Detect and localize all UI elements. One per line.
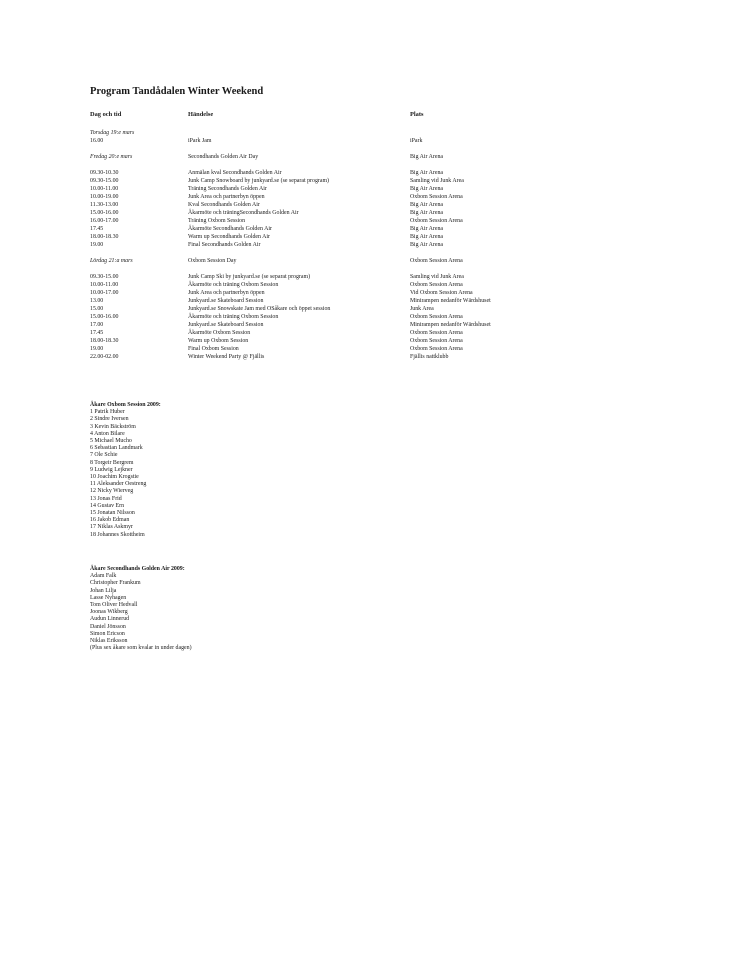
schedule-place: Fjällis nattklubb	[410, 354, 449, 360]
schedule-time: 16.00	[90, 138, 104, 144]
schedule-row	[90, 289, 650, 297]
schedule-place: Oxbom Session Arena	[410, 330, 463, 336]
oxbom-rider: 17 Niklas Askmyr	[90, 524, 133, 531]
oxbom-riders-list	[90, 409, 161, 539]
schedule-place: Big Air Arena	[410, 170, 444, 176]
day-header-row	[90, 153, 650, 161]
schedule-time: 15.00	[90, 306, 104, 312]
golden-air-riders-list	[90, 573, 192, 652]
oxbom-rider: 15 Jonatan Nilsson	[90, 510, 135, 517]
schedule-row	[90, 297, 650, 305]
schedule-event: Junkyard.se Skateboard Session	[188, 322, 264, 328]
schedule-place: Vid Oxbom Session Arena	[410, 290, 473, 296]
oxbom-rider: 5 Michael Mucho	[90, 438, 132, 445]
schedule-event: Träning Secondhands Golden Air	[188, 186, 267, 192]
day-header-row	[90, 129, 650, 137]
schedule-place: Minirampen nedanför Wärdshuset	[410, 298, 491, 304]
header-event: Händelse	[188, 111, 214, 118]
schedule-row	[90, 169, 650, 177]
schedule-event: Åkarmöte och träning Oxbom Session	[188, 282, 279, 288]
day-place: Oxbom Session Arena	[410, 258, 463, 264]
golden-air-rider: Adam Falk	[90, 573, 117, 580]
golden-air-rider: Johan Lilja	[90, 587, 117, 594]
schedule-time: 15.00-16.00	[90, 210, 119, 216]
schedule-event: Träning Oxbom Session	[188, 218, 246, 224]
golden-air-riders-section	[90, 566, 192, 652]
schedule-place: Big Air Arena	[410, 210, 444, 216]
schedule-place: Oxbom Session Arena	[410, 338, 463, 344]
schedule-table	[90, 129, 650, 361]
schedule-row	[90, 233, 650, 241]
schedule-event: Åkarmöte och träning Oxbom Session	[188, 314, 279, 320]
golden-air-rider: Audun Linnerud	[90, 616, 130, 623]
schedule-time: 09.30-15.00	[90, 274, 119, 280]
schedule-place: Junk Area	[410, 306, 434, 312]
schedule-time: 17.00	[90, 322, 104, 328]
schedule-place: Oxbom Session Arena	[410, 282, 463, 288]
oxbom-rider: 6 Sebastian Landmark	[90, 445, 143, 452]
schedule-event: Warm up Secondhands Golden Air	[188, 234, 270, 240]
schedule-row	[90, 209, 650, 217]
schedule-event: Junkyard.se Skateboard Session	[188, 298, 264, 304]
oxbom-riders-title: Åkare Oxbom Session 2009:	[90, 402, 161, 408]
schedule-event: Åkarmöte Oxbom Session	[188, 330, 251, 336]
schedule-row	[90, 281, 650, 289]
golden-air-rider: Daniel Jönsson	[90, 623, 126, 630]
day-label: Torsdag 19:e mars	[90, 130, 135, 136]
schedule-event: Junk Camp Ski by junkyard.se (se separat program)	[188, 274, 311, 280]
oxbom-rider: 10 Joachim Krogstie	[90, 474, 139, 481]
day-event	[188, 129, 410, 137]
schedule-time: 10.00-11.00	[90, 186, 119, 192]
schedule-row	[90, 177, 650, 185]
schedule-place: Samling vid Junk Area	[410, 274, 464, 280]
schedule-row	[90, 225, 650, 233]
schedule-event: Kval Secondhands Golden Air	[188, 202, 260, 208]
schedule-time: 11.30-13.00	[90, 202, 119, 208]
schedule-time: 09.30-10.30	[90, 170, 119, 176]
day-place	[410, 129, 650, 137]
schedule-event: Anmälan kval Secondhands Golden Air	[188, 170, 282, 176]
schedule-time: 22.00-02.00	[90, 354, 119, 360]
day-label: Lördag 21:a mars	[90, 258, 133, 264]
oxbom-rider: 12 Nicky Wierveg	[90, 488, 134, 495]
header-day-time: Dag och tid	[90, 111, 122, 118]
schedule-event: Junk Camp Snowboard by junkyard.se (se separat program)	[188, 178, 330, 184]
schedule-time: 09.30-15.00	[90, 178, 119, 184]
schedule-place: Big Air Arena	[410, 202, 444, 208]
golden-air-rider: (Plus sex åkare som kvalar in under dagen)	[90, 645, 192, 652]
oxbom-rider: 3 Kevin Bäckström	[90, 423, 136, 430]
day-event: Secondhands Golden Air Day	[188, 154, 259, 160]
golden-air-riders-title: Åkare Secondhands Golden Air 2009:	[90, 566, 185, 572]
schedule-time: 17.45	[90, 330, 104, 336]
schedule-row	[90, 329, 650, 337]
schedule-event: Åkarmöte Secondhands Golden Air	[188, 226, 272, 232]
schedule-place: Oxbom Session Arena	[410, 314, 463, 320]
schedule-time: 15.00-16.00	[90, 314, 119, 320]
schedule-row	[90, 193, 650, 201]
schedule-row	[90, 241, 650, 249]
schedule-time: 10.00-11.00	[90, 282, 119, 288]
schedule-time: 10.00-17.00	[90, 290, 119, 296]
schedule-event: iPark Jam	[188, 138, 212, 144]
schedule-time: 19.00	[90, 242, 104, 248]
schedule-time: 10.00-19.00	[90, 194, 119, 200]
oxbom-rider: 13 Jonas Frid	[90, 495, 122, 502]
schedule-row	[90, 137, 650, 145]
golden-air-rider: Christopher Frankum	[90, 580, 141, 587]
schedule-time: 19.00	[90, 346, 104, 352]
day-place: Big Air Arena	[410, 154, 444, 160]
golden-air-rider: Joonas Wikberg	[90, 609, 128, 616]
oxbom-rider: 8 Torgeir Bergrem	[90, 459, 134, 466]
oxbom-rider: 16 Jakob Edman	[90, 517, 130, 524]
schedule-place: Samling vid Junk Area	[410, 178, 464, 184]
schedule-time: 13.00	[90, 298, 104, 304]
schedule-place: Oxbom Session Arena	[410, 218, 463, 224]
schedule-time: 16.00-17.00	[90, 218, 119, 224]
oxbom-rider: 2 Sindre Iversen	[90, 416, 129, 423]
schedule-time: 17.45	[90, 226, 104, 232]
header-place: Plats	[410, 111, 424, 118]
schedule-place: Big Air Arena	[410, 226, 444, 232]
schedule-row	[90, 273, 650, 281]
schedule-place: Big Air Arena	[410, 234, 444, 240]
oxbom-rider: 7 Ole Schie	[90, 452, 118, 459]
day-header-row	[90, 257, 650, 265]
day-event: Oxbom Session Day	[188, 258, 237, 264]
golden-air-rider: Tom Oliver Hedvall	[90, 602, 138, 609]
oxbom-rider: 9 Ludwig Lejkner	[90, 466, 133, 473]
schedule-row	[90, 217, 650, 225]
schedule-place: iPark	[410, 138, 423, 144]
schedule-row	[90, 201, 650, 209]
schedule-event: Åkarmöte och träningSecondhands Golden Air	[188, 210, 299, 216]
schedule-row	[90, 313, 650, 321]
schedule-row	[90, 321, 650, 329]
oxbom-rider: 18 Johannes Skottheim	[90, 531, 145, 538]
schedule-event: Junk Area och partnerbyn öppen	[188, 290, 265, 296]
schedule-row	[90, 305, 650, 313]
schedule-row	[90, 345, 650, 353]
schedule-event: Warm up Oxbom Session	[188, 338, 249, 344]
golden-air-rider: Simon Ericson	[90, 630, 125, 637]
oxbom-riders-section	[90, 402, 161, 539]
golden-air-rider: Lasse Nyhagen	[90, 594, 127, 601]
schedule-time: 18.00-18.30	[90, 338, 119, 344]
schedule-event: Junkyard.se Snowskate Jam med OSåkare och öppet session	[188, 306, 331, 312]
schedule-event: Junk Area och partnerbyn öppen	[188, 194, 265, 200]
page-title: Program Tandådalen Winter Weekend	[90, 86, 264, 97]
schedule-place: Big Air Arena	[410, 186, 444, 192]
schedule-event: Winter Weekend Party @ Fjällis	[188, 354, 265, 360]
schedule-place: Oxbom Session Arena	[410, 194, 463, 200]
schedule-event: Final Oxbom Session	[188, 346, 239, 352]
schedule-row	[90, 353, 650, 361]
oxbom-rider: 4 Anton Bilare	[90, 430, 125, 437]
oxbom-rider: 11 Aleksander Oestreng	[90, 481, 147, 488]
schedule-row	[90, 185, 650, 193]
oxbom-rider: 14 Gustav Ern	[90, 502, 125, 509]
schedule-time: 18.00-18.30	[90, 234, 119, 240]
schedule-place: Minirampen nedanför Wärdshuset	[410, 322, 491, 328]
schedule-place: Big Air Arena	[410, 242, 444, 248]
schedule-row	[90, 337, 650, 345]
oxbom-rider: 1 Patrik Huber	[90, 409, 125, 416]
schedule-event: Final Secondhands Golden Air	[188, 242, 261, 248]
golden-air-rider: Niklas Eriksson	[90, 638, 128, 645]
schedule-place: Oxbom Session Arena	[410, 346, 463, 352]
day-label: Fredag 20:e mars	[90, 154, 133, 160]
